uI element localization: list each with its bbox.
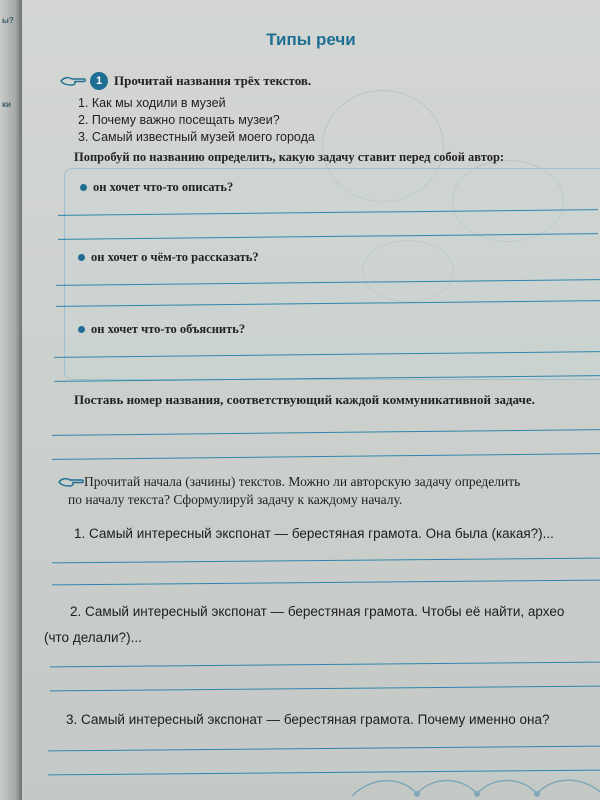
- task1-heading: Прочитай названия трёх текстов.: [114, 73, 312, 88]
- answer-line[interactable]: [52, 580, 600, 586]
- bullet-describe: [80, 180, 233, 195]
- bullet-dot-icon: [78, 254, 85, 261]
- bottom-ornament: [22, 766, 600, 800]
- text-beginning-2: 2. Самый интересный экспонат — берестяная грамота. Чтобы её найти, архео: [70, 604, 565, 619]
- task1-prompt: Попробуй по названию определить, какую задачу ставит перед собой автор:: [74, 150, 505, 164]
- bullet-text: он хочет что-то описать?: [93, 180, 234, 194]
- bullet-dot-icon: [80, 184, 87, 191]
- text-beginning-1: 1. Самый интересный экспонат — берестяная грамота. Она была (какая?)...: [74, 526, 554, 541]
- answer-line[interactable]: [48, 746, 600, 752]
- answer-line[interactable]: [52, 558, 600, 564]
- text-beginning-3: 3. Самый интересный экспонат — берестяная грамота. Почему именно она?: [66, 712, 550, 727]
- left-page-fragment: ы?: [2, 16, 14, 25]
- answer-line[interactable]: [50, 686, 600, 692]
- bullet-explain: [78, 322, 245, 337]
- task2-heading-line2: по началу текста? Сформулируй задачу к каждому началу.: [68, 492, 403, 507]
- title-option-2: 2. Почему важно посещать музеи?: [78, 113, 280, 127]
- bullet-text: он хочет о чём-то рассказать?: [91, 250, 259, 264]
- bullet-dot-icon: [78, 326, 85, 333]
- task2-header: [58, 474, 520, 490]
- answer-line[interactable]: [52, 453, 600, 460]
- page-title: Типы речи: [266, 30, 356, 49]
- answer-line[interactable]: [52, 429, 600, 436]
- task1-instruction: Поставь номер названия, соответствующий каждой коммуникативной задаче.: [74, 392, 535, 407]
- task1-header: [60, 72, 311, 90]
- bullet-text: он хочет что-то объяснить?: [91, 322, 246, 336]
- pointing-hand-icon: [58, 475, 84, 489]
- workbook-page: [22, 0, 600, 800]
- left-page-edge: [0, 0, 22, 800]
- bullet-narrate: [78, 250, 259, 265]
- task2-heading-line1: Прочитай начала (зачины) текстов. Можно ли авторскую задачу определить: [84, 474, 521, 489]
- task-number-badge: 1: [90, 72, 108, 90]
- answer-line[interactable]: [50, 662, 600, 668]
- pointing-hand-icon: [60, 74, 86, 88]
- text-beginning-2-cont: (что делали?)...: [44, 630, 142, 645]
- answer-box: [64, 168, 600, 380]
- left-page-fragment: ки: [2, 100, 11, 109]
- title-option-1: 1. Как мы ходили в музей: [78, 96, 226, 110]
- title-option-3: 3. Самый известный музей моего города: [78, 130, 315, 144]
